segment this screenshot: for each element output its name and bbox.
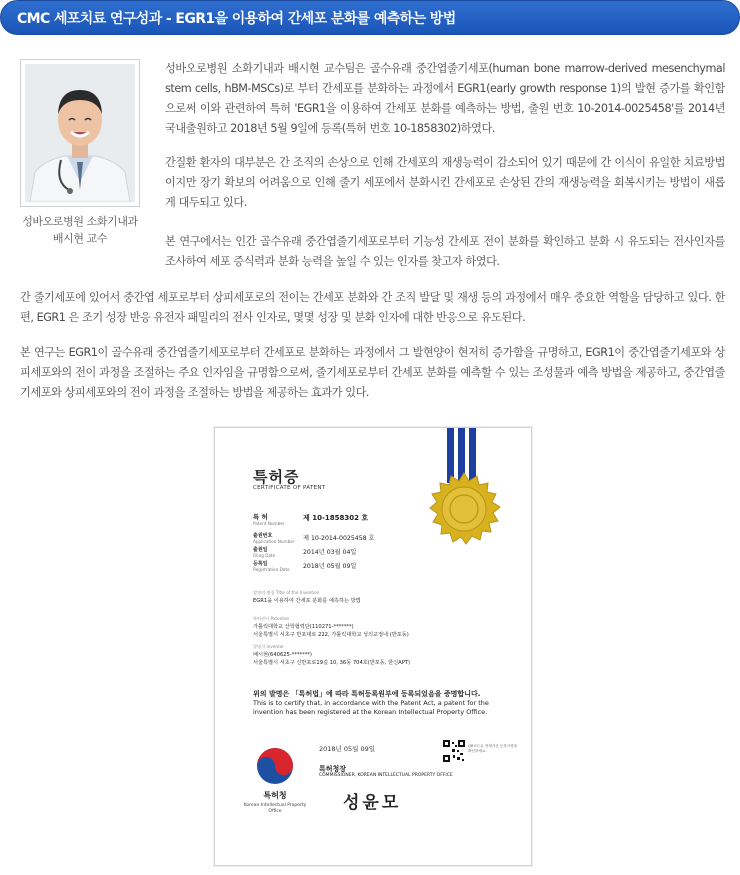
paragraph-objective: 본 연구에서는 인간 골수유래 중간엽줄기세포로부터 기능성 간세포 전이 분화를 확인하고 분화 시 유도되는 전사인자를 조사하여 세포 증식력과 분화 능력을 높일 수 있는 인자를 찾고자 하였다.: [165, 235, 725, 268]
professor-photo-frame: [20, 59, 140, 207]
invention-title-label: 발명의 명칭 Title of the Invention: [253, 590, 320, 595]
page-header-bar: [0, 0, 740, 35]
caption-department: 성바오로병원 소화기내과: [22, 215, 138, 228]
qr-code-icon: [443, 740, 465, 762]
certification-statement-en: This is to certify that, in accordance with the Patent Act, a patent for the invention has been registered at the Korean Intellectual Property Office.: [253, 699, 489, 716]
patent-number: 제 10-1858302 호: [303, 514, 369, 522]
application-number-label-en: Application Number: [253, 539, 295, 544]
filing-date: 2014년 03월 04일: [303, 549, 357, 556]
commissioner-title-en: COMMISSIONER, KOREAN INTELLECTUAL PROPERTY OFFICE: [319, 773, 453, 778]
registration-date-label: 등록일: [253, 561, 268, 567]
gold-seal-icon: [427, 472, 501, 546]
commissioner-signature: 성윤모: [343, 793, 402, 813]
kipo-name-en: Korean Intellectual Property Office: [243, 803, 307, 814]
application-number: 제 10-2014-0025458 호: [303, 535, 375, 542]
patent-certificate: [214, 427, 532, 866]
inventor-name: 배시현(640625-*******): [253, 652, 312, 658]
patentee-name: 가톨릭대학교 산학협력단(110271-*******): [253, 624, 354, 630]
patent-number-label: 특 허: [253, 513, 268, 521]
filing-date-label: 출원일: [253, 547, 268, 553]
professor-photo: [25, 64, 135, 202]
filing-date-label-en: Filing Date: [253, 553, 276, 558]
certificate-subtitle: CERTIFICATE OF PATENT: [253, 485, 326, 491]
application-number-label: 출원번호: [253, 533, 273, 539]
paragraph-conclusion: 본 연구는 EGR1이 골수유래 중간엽줄기세포로부터 간세포로 분화하는 과정에서 그 발현양이 현저히 증가함을 규명하고, EGR1이 중간엽줄기세포와 상피세포와의 전이 과정을 조절하는 주요 인자임을 규명함으로써, 줄기세포로부터 간세포 분화를 예측할 수 있는 조성물과 예측 방법을 제공하고, 중간엽줄기세포와 상피세포와의 전이 과정을 조절하는 방법을 제공하는 효과가 있다.: [20, 346, 725, 399]
paragraph-egr1-role: 간 줄기세포에 있어서 중간엽 세포로부터 상피세포로의 전이는 간세포 분화와 간 조직 발달 및 재생 등의 과정에서 매우 중요한 역할을 담당하고 있다. 한편, EGR1 은 조기 성장 반응 유전자 패밀리의 전사 인자로, 몇몇 성장 및 분화 인자에 대한 반응으로 유도된다.: [20, 291, 725, 324]
inventor-label: 발명자 Inventor: [253, 644, 284, 649]
kipo-taegeuk-logo-icon: [255, 746, 295, 786]
issue-date: 2018년 05월 09일: [319, 745, 376, 753]
certification-statement: [253, 690, 521, 717]
kipo-name-ko: 특허청: [263, 791, 287, 800]
patent-number-label-en: Patent Number: [253, 521, 285, 526]
certification-statement-ko: 위의 발명은 「특허법」에 따라 특허등록원부에 등록되었음을 증명합니다.: [253, 690, 481, 698]
invention-title: EGR1을 이용하여 간세포 분화를 예측하는 방법: [253, 598, 361, 604]
patentee-label: 특허권자 Patentee: [253, 616, 290, 621]
certificate-title: 특허증: [253, 468, 300, 486]
registration-date-label-en: Registration Date: [253, 567, 290, 572]
patentee-address: 서울특별시 서초구 반포대로 222, 가톨릭대학교 성의교정내 (반포동): [253, 632, 409, 638]
qr-note: QR코드로 현재기준 등록사항을 확인하세요.: [468, 744, 518, 753]
professor-portrait-illustration: [25, 64, 135, 202]
paragraph-intro: 성바오로병원 소화기내과 배시현 교수팀은 골수유래 중간엽줄기세포(human bone marrow-derived mesenchymal stem cells, hBM-MSCs)로 부터 간세포를 분화하는 과정에서 EGR1(early growth response 1)의 발현 증가를 확인함으로써 이와 관련하여 특허 'EGR1을 이용하여 간세포 분화를 예측하는 방법, 출원 번호 10-2014-0025458'를 2014년 국내출원하고 2018년 5월 9일에 등록(특허 번호 10-1858302)하였다.: [165, 62, 725, 135]
photo-caption: [10, 213, 150, 247]
page-title: CMC 세포치료 연구성과 - EGR1을 이용하여 간세포 분화를 예측하는 방법: [17, 11, 456, 27]
registration-date: 2018년 05월 09일: [303, 563, 357, 570]
caption-name: 배시현 교수: [52, 232, 108, 245]
paragraph-background: 간질환 환자의 대부분은 간 조직의 손상으로 인해 간세포의 재생능력이 감소되어 있기 때문에 간 이식이 유일한 치료방법이지만 장기 확보의 어려움으로 인해 줄기 세포에서 분화시킨 간세포로 손상된 간의 재생능력을 회복시키는 방법이 새롭게 대두되고 있다.: [165, 156, 725, 209]
commissioner-title: 특허청장: [319, 765, 347, 773]
inventor-address: 서울특별시 서초구 신반포로19길 10, 36동 704호(반포동, 한신APT): [253, 660, 411, 666]
